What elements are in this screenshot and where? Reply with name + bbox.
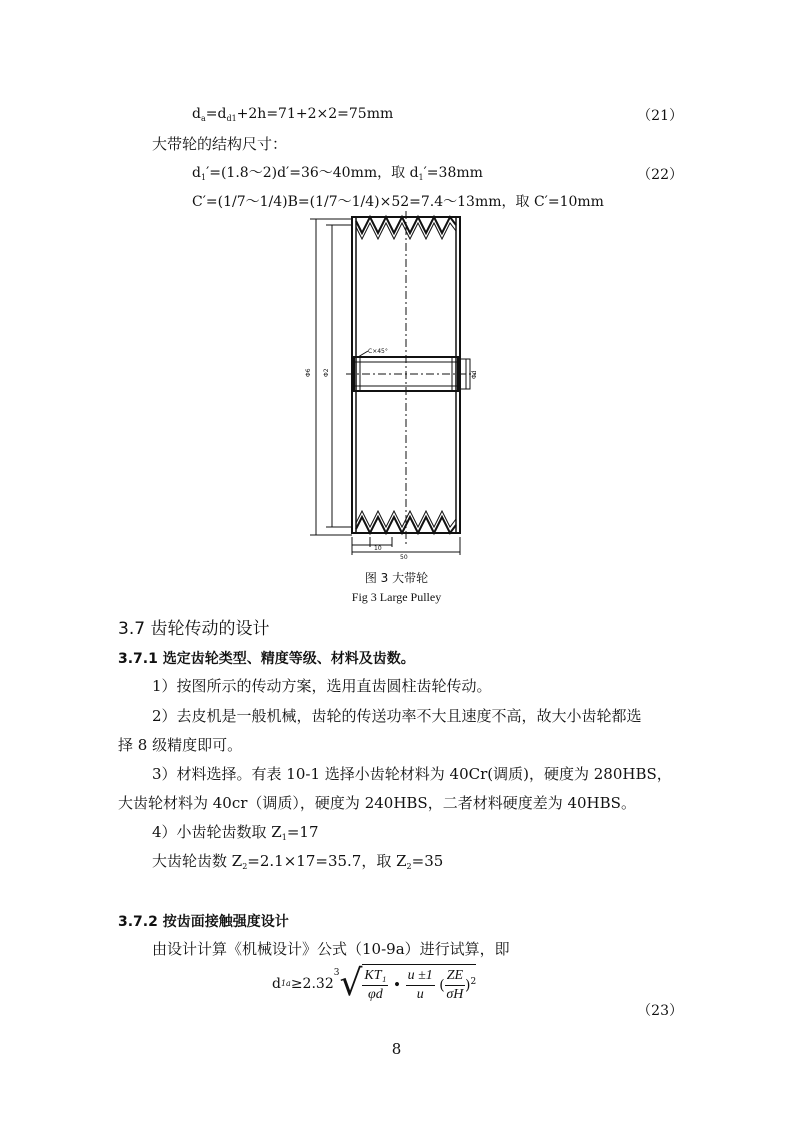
paragraph-3b: 大齿轮材料为 40cr（调质），硬度为 240HBS，二者材料硬度差为 40HBS。	[118, 794, 636, 812]
dim-label-outer: Φ6	[305, 368, 312, 377]
figure-caption-en: Fig 3 Large Pulley	[351, 590, 442, 604]
subsection-heading-1: 3.7.1 选定齿轮类型、精度等级、材料及齿数。	[118, 651, 415, 667]
pulley-drawing	[296, 207, 496, 562]
dim-label-bore: Φd	[471, 370, 478, 379]
equation-number-21: （21）	[637, 108, 683, 124]
paragraph-1: 1）按图所示的传动方案，选用直齿圆柱齿轮传动。	[152, 677, 492, 695]
d1-formula: $d_1'=(1.8\sim 2)d'=36\sim 40mm$，取 $d_1'=38mm$	[192, 165, 483, 182]
page-number: 8	[391, 1040, 402, 1058]
paragraph-2a: 2）去皮机是一般机械，齿轮的传送功率不大且速度不高，故大小齿轮都选	[152, 707, 642, 725]
paragraph-6: 由设计计算《机械设计》公式（10-9a）进行试算，即	[152, 940, 510, 958]
c-formula: C′=(1/7～1/4)B=(1/7～1/4)×52=7.4～13mm，取 C′=10mm	[192, 194, 604, 210]
paragraph-2b: 择 8 级精度即可。	[118, 736, 243, 754]
dim-label-chamfer: C×45°	[368, 348, 388, 355]
equation-number-22: （22）	[637, 167, 683, 183]
dim-label-10: 10	[374, 545, 382, 552]
big-pulley-dims-label: 大带轮的结构尺寸：	[152, 135, 288, 153]
dim-label-50: 50	[400, 554, 408, 561]
paragraph-3a: 3）材料选择。有表 10-1 选择小齿轮材料为 40Cr(调质)，硬度为 280HBS，	[152, 765, 672, 783]
paragraph-4: 4）小齿轮齿数取 $Z_1=17$	[152, 823, 319, 842]
figure-caption-cn: 图 3 大带轮	[364, 571, 429, 585]
dim-label-inner: Φ2	[323, 368, 330, 377]
subsection-heading-2: 3.7.2 按齿面接触强度设计	[118, 914, 289, 930]
radical-sign: √	[339, 963, 363, 1004]
equation-number-23: （23）	[637, 1003, 683, 1019]
equation-23: $d1a\ge 2.32^3√$ $\frac{\text{KT₁}}{\varphi d}$ • $\frac{u \pm 1}{u}$ ( $\frac{ZE}{\sigma H}$ )$^2$	[272, 963, 477, 1004]
paragraph-5: 大齿轮齿数 $Z_2=2.1\times 17=35.7$，取 $Z_2=35$	[152, 852, 444, 871]
section-heading: 3.7 齿轮传动的设计	[118, 619, 270, 639]
da-formula: $d_a=d_{d1}+2h=71+2\times 2=75mm$	[192, 106, 394, 123]
